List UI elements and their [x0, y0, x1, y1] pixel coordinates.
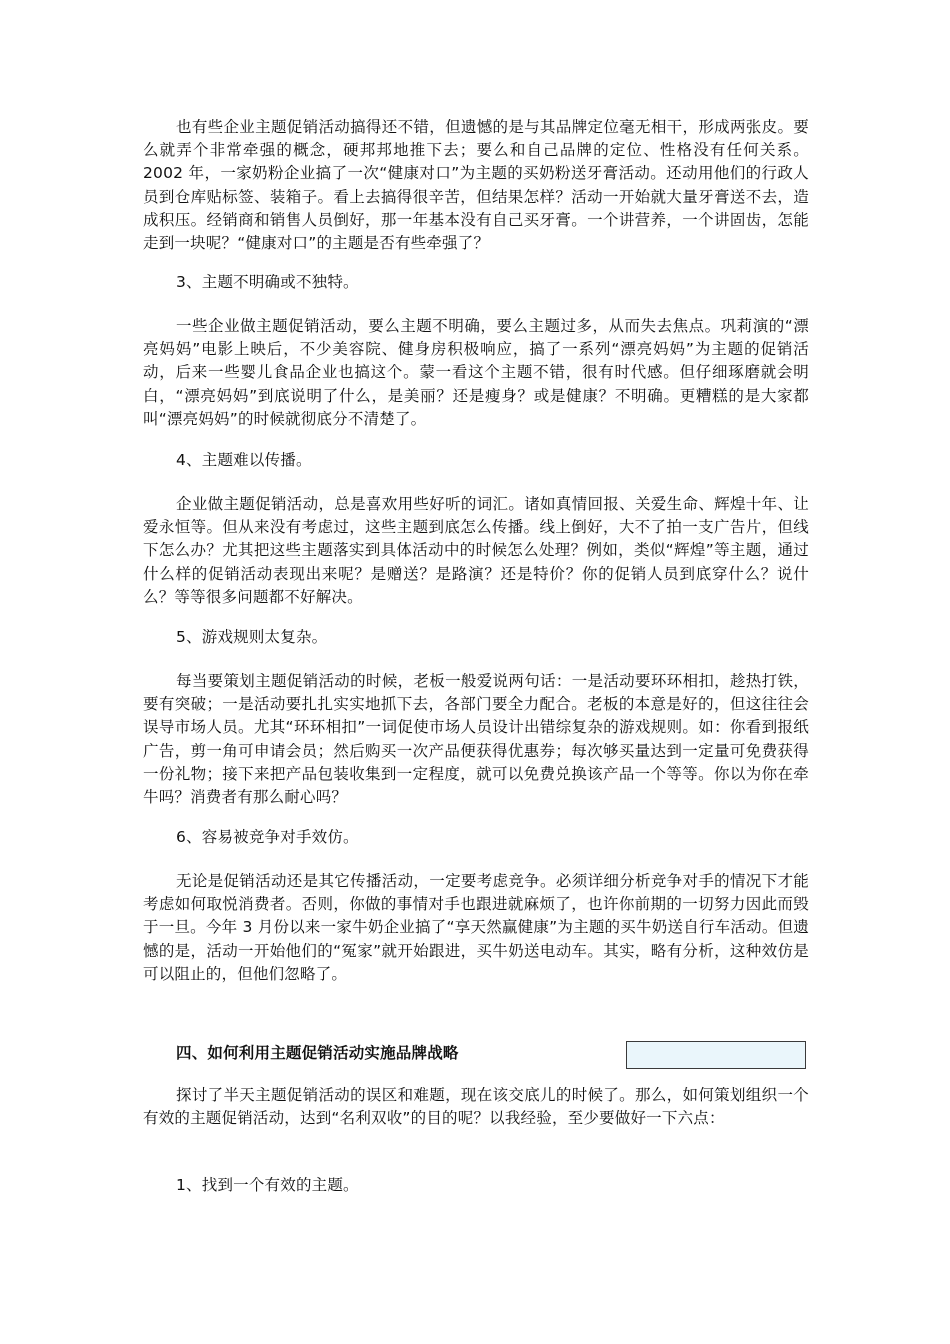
- paragraph-nice-words: [143, 493, 809, 609]
- highlight-box: [626, 1041, 806, 1069]
- list-item-text: 6、容易被竞争对手效仿。: [176, 828, 359, 846]
- item-unclear-theme: [143, 271, 809, 294]
- paragraph-text: 每当要策划主题促销活动的时候，老板一般爱说两句话：一是活动要环环相扣，趁热打铁，要有突破；一是活动要扎扎实实地抓下去，各部门要全力配合。老板的本意是好的，但这往往会误导市场人员。尤其“环环相扣”一词促使市场人员设计出错综复杂的游戏规则。如：你看到报纸广告，剪一角可申请会员；然后购买一次产品便获得优惠券；每次够买量达到一定量可免费获得一份礼物；接下来把产品包装收集到一定程度，就可以免费兑换该产品一个等等。你以为你在牵牛吗？消费者有那么耐心吗？: [143, 672, 809, 807]
- paragraph-text: 也有些企业主题促销活动搞得还不错，但遗憾的是与其品牌定位毫无相干，形成两张皮。要么就弄个非常牵强的概念，硬邦邦地推下去；要么和自己品牌的定位、性格没有任何关系。2002 年，一家奶粉企业搞了一次“健康对口”为主题的买奶粉送牙膏活动。还动用他们的行政人员到仓库贴标签、装箱子。看上去搞得很辛苦，但结果怎样？活动一开始就大量牙膏送不去，造成积压。经销商和销售人员倒好，那一年基本没有自己买牙膏。一个讲营养，一个讲固齿，怎能走到一块呢？“健康对口”的主题是否有些牵强了？: [143, 118, 809, 253]
- paragraph-text: 企业做主题促销活动，总是喜欢用些好听的词汇。诸如真情回报、关爱生命、辉煌十年、让爱永恒等。但从来没有考虑过，这些主题到底怎么传播。线上倒好，大不了拍一支广告片，但线下怎么办？尤其把这些主题落实到具体活动中的时候怎么处理？例如，类似“辉煌”等主题，通过什么样的促销活动表现出来呢？是赠送？是路演？还是特价？你的促销人员到底穿什么？说什么？等等很多问题都不好解决。: [143, 495, 809, 606]
- paragraph-boss-says: [143, 670, 809, 809]
- paragraph-text: 探讨了半天主题促销活动的误区和难题，现在该交底儿的时候了。那么，如何策划组织一个有效的主题促销活动，达到“名利双收”的目的呢？以我经验，至少要做好一下六点：: [143, 1086, 809, 1128]
- paragraph-text: 无论是促销活动还是其它传播活动，一定要考虑竞争。必须详细分析竞争对手的情况下才能考虑如何取悦消费者。否则，你做的事情对手也跟进就麻烦了，也许你前期的一切努力因此而毁于一旦。今年 3 月份以来一家牛奶企业搞了“享天然赢健康”为主题的买牛奶送自行车活动。但遗憾的是，活动一开始他们的“冤家”就开始跟进，买牛奶送电动车。其实，略有分析，这种效仿是可以阻止的，但他们忽略了。: [143, 872, 809, 983]
- item-hard-to-spread: [143, 449, 809, 472]
- paragraph-brand-mismatch: [143, 116, 809, 255]
- list-item-text: 1、找到一个有效的主题。: [176, 1176, 359, 1194]
- paragraph-text: 一些企业做主题促销活动，要么主题不明确，要么主题过多，从而失去焦点。巩莉演的“漂亮妈妈”电影上映后，不少美容院、健身房积极响应，搞了一系列“漂亮妈妈”为主题的促销活动，后来一些婴儿食品企业也搞这个。蒙一看这个主题不错，很有时代感。但仔细琢磨就会明白，“漂亮妈妈”到底说明了什么，是美丽？还是瘦身？或是健康？不明确。更糟糕的是大家都叫“漂亮妈妈”的时候就彻底分不清楚了。: [143, 317, 809, 428]
- paragraph-competition: [143, 870, 809, 986]
- item-find-theme: [143, 1174, 809, 1197]
- item-easy-to-copy: [143, 826, 809, 849]
- list-item-text: 5、游戏规则太复杂。: [176, 628, 328, 646]
- list-item-text: 4、主题难以传播。: [176, 451, 312, 469]
- paragraph-pretty-mom: [143, 315, 809, 431]
- item-complex-rules: [143, 626, 809, 649]
- paragraph-intro-six-points: [143, 1084, 809, 1130]
- section-heading: 四、如何利用主题促销活动实施品牌战略: [176, 1044, 459, 1062]
- list-item-text: 3、主题不明确或不独特。: [176, 273, 359, 291]
